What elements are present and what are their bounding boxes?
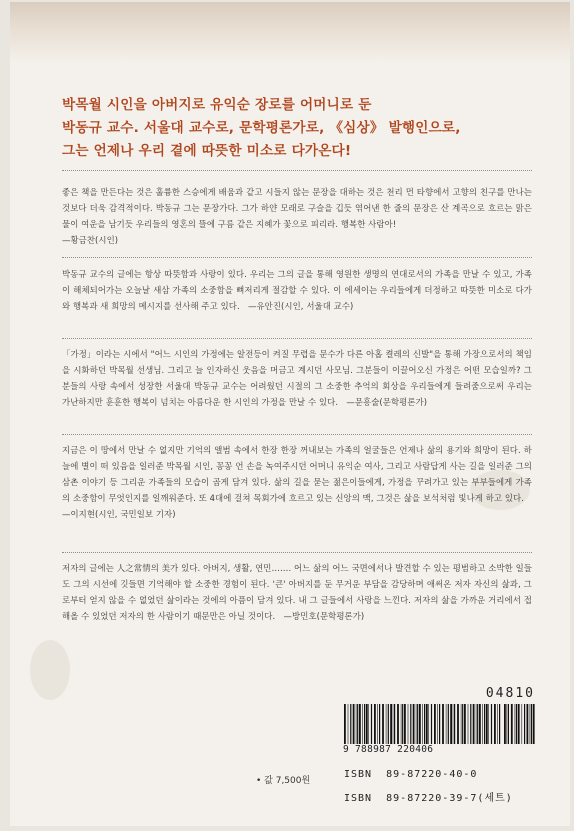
barcode-bar <box>390 704 392 744</box>
review-text: 좋은 책을 만든다는 것은 훌륭한 스승에게 배움과 같고 시들지 않는 문장을 대하는 것은 천리 먼 타향에서 고향의 친구를 만나는 것보다 더욱 감격적이다. 박동규 그는 문장가다. 그가 하얀 모래로 구슬을 깁듯 엮어낸 한 줄의 문장은 산 계곡으로 흐르는 맑은 물이 여운을 남기듯 우리들의 영혼의 뜰에 구름 같은 지혜가 꽃으로 피리라. 행복한 사람아! <box>62 187 532 229</box>
barcode-bar <box>393 704 394 744</box>
barcode-main <box>343 704 501 744</box>
barcode-bar <box>494 704 496 744</box>
barcode-bar <box>461 704 462 744</box>
isbn-line <box>344 789 513 804</box>
barcode-bar <box>416 704 417 744</box>
barcode-bar <box>401 704 402 744</box>
barcode-bar <box>419 704 421 744</box>
barcode-bar <box>357 704 358 744</box>
barcode-bar <box>402 704 403 744</box>
barcode-bar <box>434 704 436 744</box>
isbn-line <box>344 769 477 780</box>
top-color-band <box>10 2 570 64</box>
isbn-label: ISBN <box>344 769 373 780</box>
barcode-bar <box>364 704 365 744</box>
barcode-bar <box>511 704 513 744</box>
barcode-bar <box>507 704 508 744</box>
isbn-label: ISBN <box>344 793 373 804</box>
divider <box>62 338 532 339</box>
barcode-addon-digits: 04810 <box>485 686 535 701</box>
divider <box>62 552 532 553</box>
barcode-bar <box>504 704 506 744</box>
barcode-bar <box>491 704 492 744</box>
barcode-bar <box>448 704 449 744</box>
barcode-bar <box>368 704 369 744</box>
review-block <box>62 346 532 410</box>
review-text: 박동규 교수의 글에는 항상 따뜻함과 사랑이 있다. 우리는 그의 글을 통해 영원한 생명의 연대로서의 가족을 만날 수 있고, 가족이 해체되어가는 오늘날 새삼 가족의 소중함을 뼈저리게 절감할 수 있다. 이 에세이는 우리들에게 더정하고 따뜻한 미소로 다가와 행복과 새 희망의 메시지를 선사해 주고 있다. <box>62 269 532 311</box>
barcode-bar <box>344 704 346 744</box>
barcode-bar <box>477 704 478 744</box>
barcode-bar <box>531 704 532 744</box>
barcode-bar <box>408 704 409 744</box>
barcode-bar <box>371 704 372 744</box>
barcode-bar <box>453 704 454 744</box>
headline-line: 그는 언제나 우리 곁에 따뜻한 미소로 다가온다! <box>62 143 352 159</box>
review-text: 「가정」이라는 시에서 "어느 시인의 가정에는 알전등이 켜질 무렵을 문수가 다른 아홉 켤레의 신발"을 통해 가장으로서의 책임을 시화하던 박목월 선생님. 그리고 늘 인자하신 웃음을 머금고 계시던 사모님. 그분들이 이끌어오신 가정은 어떤 모습일까? 그분들의 사랑 속에서 성장한 서울대 박동규 교수는 어려웠던 시절의 그 소중한 추억의 회상을 우리들에게 들려줌으로써 우리는 가난하지만 훈훈한 행복이 넘치는 아름다운 한 시인의 가정을 만날 수 있다. <box>62 349 532 407</box>
review-signature: —황금찬(시인) <box>62 235 119 245</box>
headline <box>62 94 532 163</box>
barcode-bar <box>515 704 516 744</box>
barcode-bar <box>377 704 378 744</box>
price: • 값 7,500원 <box>256 776 311 786</box>
barcode-bar <box>431 704 432 744</box>
barcode-bar <box>426 704 428 744</box>
barcode-bar <box>397 704 399 744</box>
review-text: 저자의 글에는 人之常情의 美가 있다. 아버지, 생활, 연민……. 어느 삶의 어느 국면에서나 발견할 수 있는 평범하고 소박한 일들도 그의 시선에 깃들면 기억해야 할 소중한 경험이 된다. '큰' 아버지를 둔 무거운 부담을 감당하며 애써온 저자 자신의 삶과, 그로부터 얻지 않을 수 없었던 삶이라는 것에의 아픔이 담겨 있다. 내 그 글들에서 사랑을 느낀다. 저자의 삶을 가까운 거리에서 접해올 수 있었던 저자의 한 사람이기 때문만은 아닐 것이다. <box>62 563 532 621</box>
barcode-bar <box>417 704 418 744</box>
barcode-bar <box>530 704 531 744</box>
barcode-bar <box>497 704 498 744</box>
barcode-bar <box>439 704 440 744</box>
barcode-bar <box>359 704 361 744</box>
barcode-bar <box>473 704 475 744</box>
review-signature: —유안진(시인, 서울대 교수) <box>248 301 354 311</box>
barcode-addon <box>503 704 535 744</box>
divider <box>62 257 532 258</box>
barcode-bar <box>468 704 469 744</box>
barcode-bar <box>516 704 517 744</box>
barcode-bar <box>388 704 389 744</box>
barcode-bar <box>464 704 466 744</box>
barcode-bar <box>522 704 523 744</box>
barcode-bar <box>404 704 406 744</box>
barcode-bar <box>524 704 525 744</box>
divider <box>62 170 532 171</box>
barcode-bar <box>508 704 509 744</box>
barcode-bar <box>482 704 483 744</box>
review-block <box>62 442 532 522</box>
barcode-bar <box>476 704 477 744</box>
review-signature: —이지현(시인, 국민일보 기자) <box>62 509 176 519</box>
isbn-note: (세트) <box>477 793 513 804</box>
divider <box>62 434 532 435</box>
barcode-bar <box>356 704 357 744</box>
review-block <box>62 184 532 248</box>
barcode-bar <box>450 704 452 744</box>
barcode-bar <box>374 704 376 744</box>
barcode-bar <box>457 704 459 744</box>
barcode-bar <box>379 704 380 744</box>
barcode-bar <box>350 704 351 744</box>
barcode-bar <box>518 704 520 744</box>
isbn-number: 89-87220-39-7 <box>386 793 478 804</box>
barcode-bar <box>394 704 395 744</box>
barcode-bar <box>353 704 355 744</box>
barcode-bar <box>454 704 455 744</box>
barcode-bar <box>413 704 415 744</box>
barcode-bar <box>362 704 363 744</box>
review-signature: —방민호(문학평론가) <box>283 611 365 621</box>
barcode-bar <box>462 704 463 744</box>
barcode-bar <box>499 704 500 744</box>
headline-line: 박동규 교수. 서울대 교수로, 문학평론가로, 《심상》 발행인으로, <box>62 120 461 136</box>
review-signature: —문흥술(문학평론가) <box>346 397 428 407</box>
review-block <box>62 266 532 314</box>
barcode-bar <box>470 704 471 744</box>
barcode-bar <box>424 704 425 744</box>
review-text: 지금은 이 땅에서 만날 수 없지만 기억의 앨범 속에서 한장 한장 꺼내보는 가족의 얼굴들은 언제나 삶의 용기와 희망이 된다. 하늘에 별이 떠 있음을 일러준 박목월 시인, 꽁꽁 언 손을 녹여주시던 어머니 유익순 여사, 그리고 사람답게 사는 길을 일러준 그의 삼촌 이야기 등 그리운 가족들의 모습이 곱게 담겨 있다. 삶의 길을 묻는 젊은이들에게, 가정을 꾸려가고 있는 부부들에게 가족의 소중함이 무엇인지를 일깨워준다. 또 4대에 걸쳐 목회가에 흐르고 있는 신앙의 맥, 그것은 삶을 보석처럼 빛나게 하고 있다. <box>62 445 532 503</box>
headline-line: 박목월 시인을 아버지로 유익순 장로를 어머니로 둔 <box>62 97 372 113</box>
barcode-bar <box>486 704 488 744</box>
barcode-bar <box>479 704 481 744</box>
barcode-bar <box>527 704 529 744</box>
barcode-bar <box>348 704 349 744</box>
barcode-bar <box>437 704 438 744</box>
barcode-main-digits: 9 788987 220406 <box>343 744 434 755</box>
barcode-bar <box>422 704 423 744</box>
review-block <box>62 560 532 624</box>
barcode-bar <box>410 704 411 744</box>
barcode-bar <box>386 704 387 744</box>
barcode-bar <box>484 704 485 744</box>
barcode-bar <box>488 704 489 744</box>
barcode-bar <box>442 704 444 744</box>
barcode-bar <box>428 704 429 744</box>
isbn-number: 89-87220-40-0 <box>386 769 478 780</box>
barcode-bar <box>446 704 447 744</box>
paper-stain <box>30 640 70 700</box>
barcode-bar <box>382 704 384 744</box>
barcode-bar <box>366 704 368 744</box>
barcode-bar <box>533 704 535 744</box>
